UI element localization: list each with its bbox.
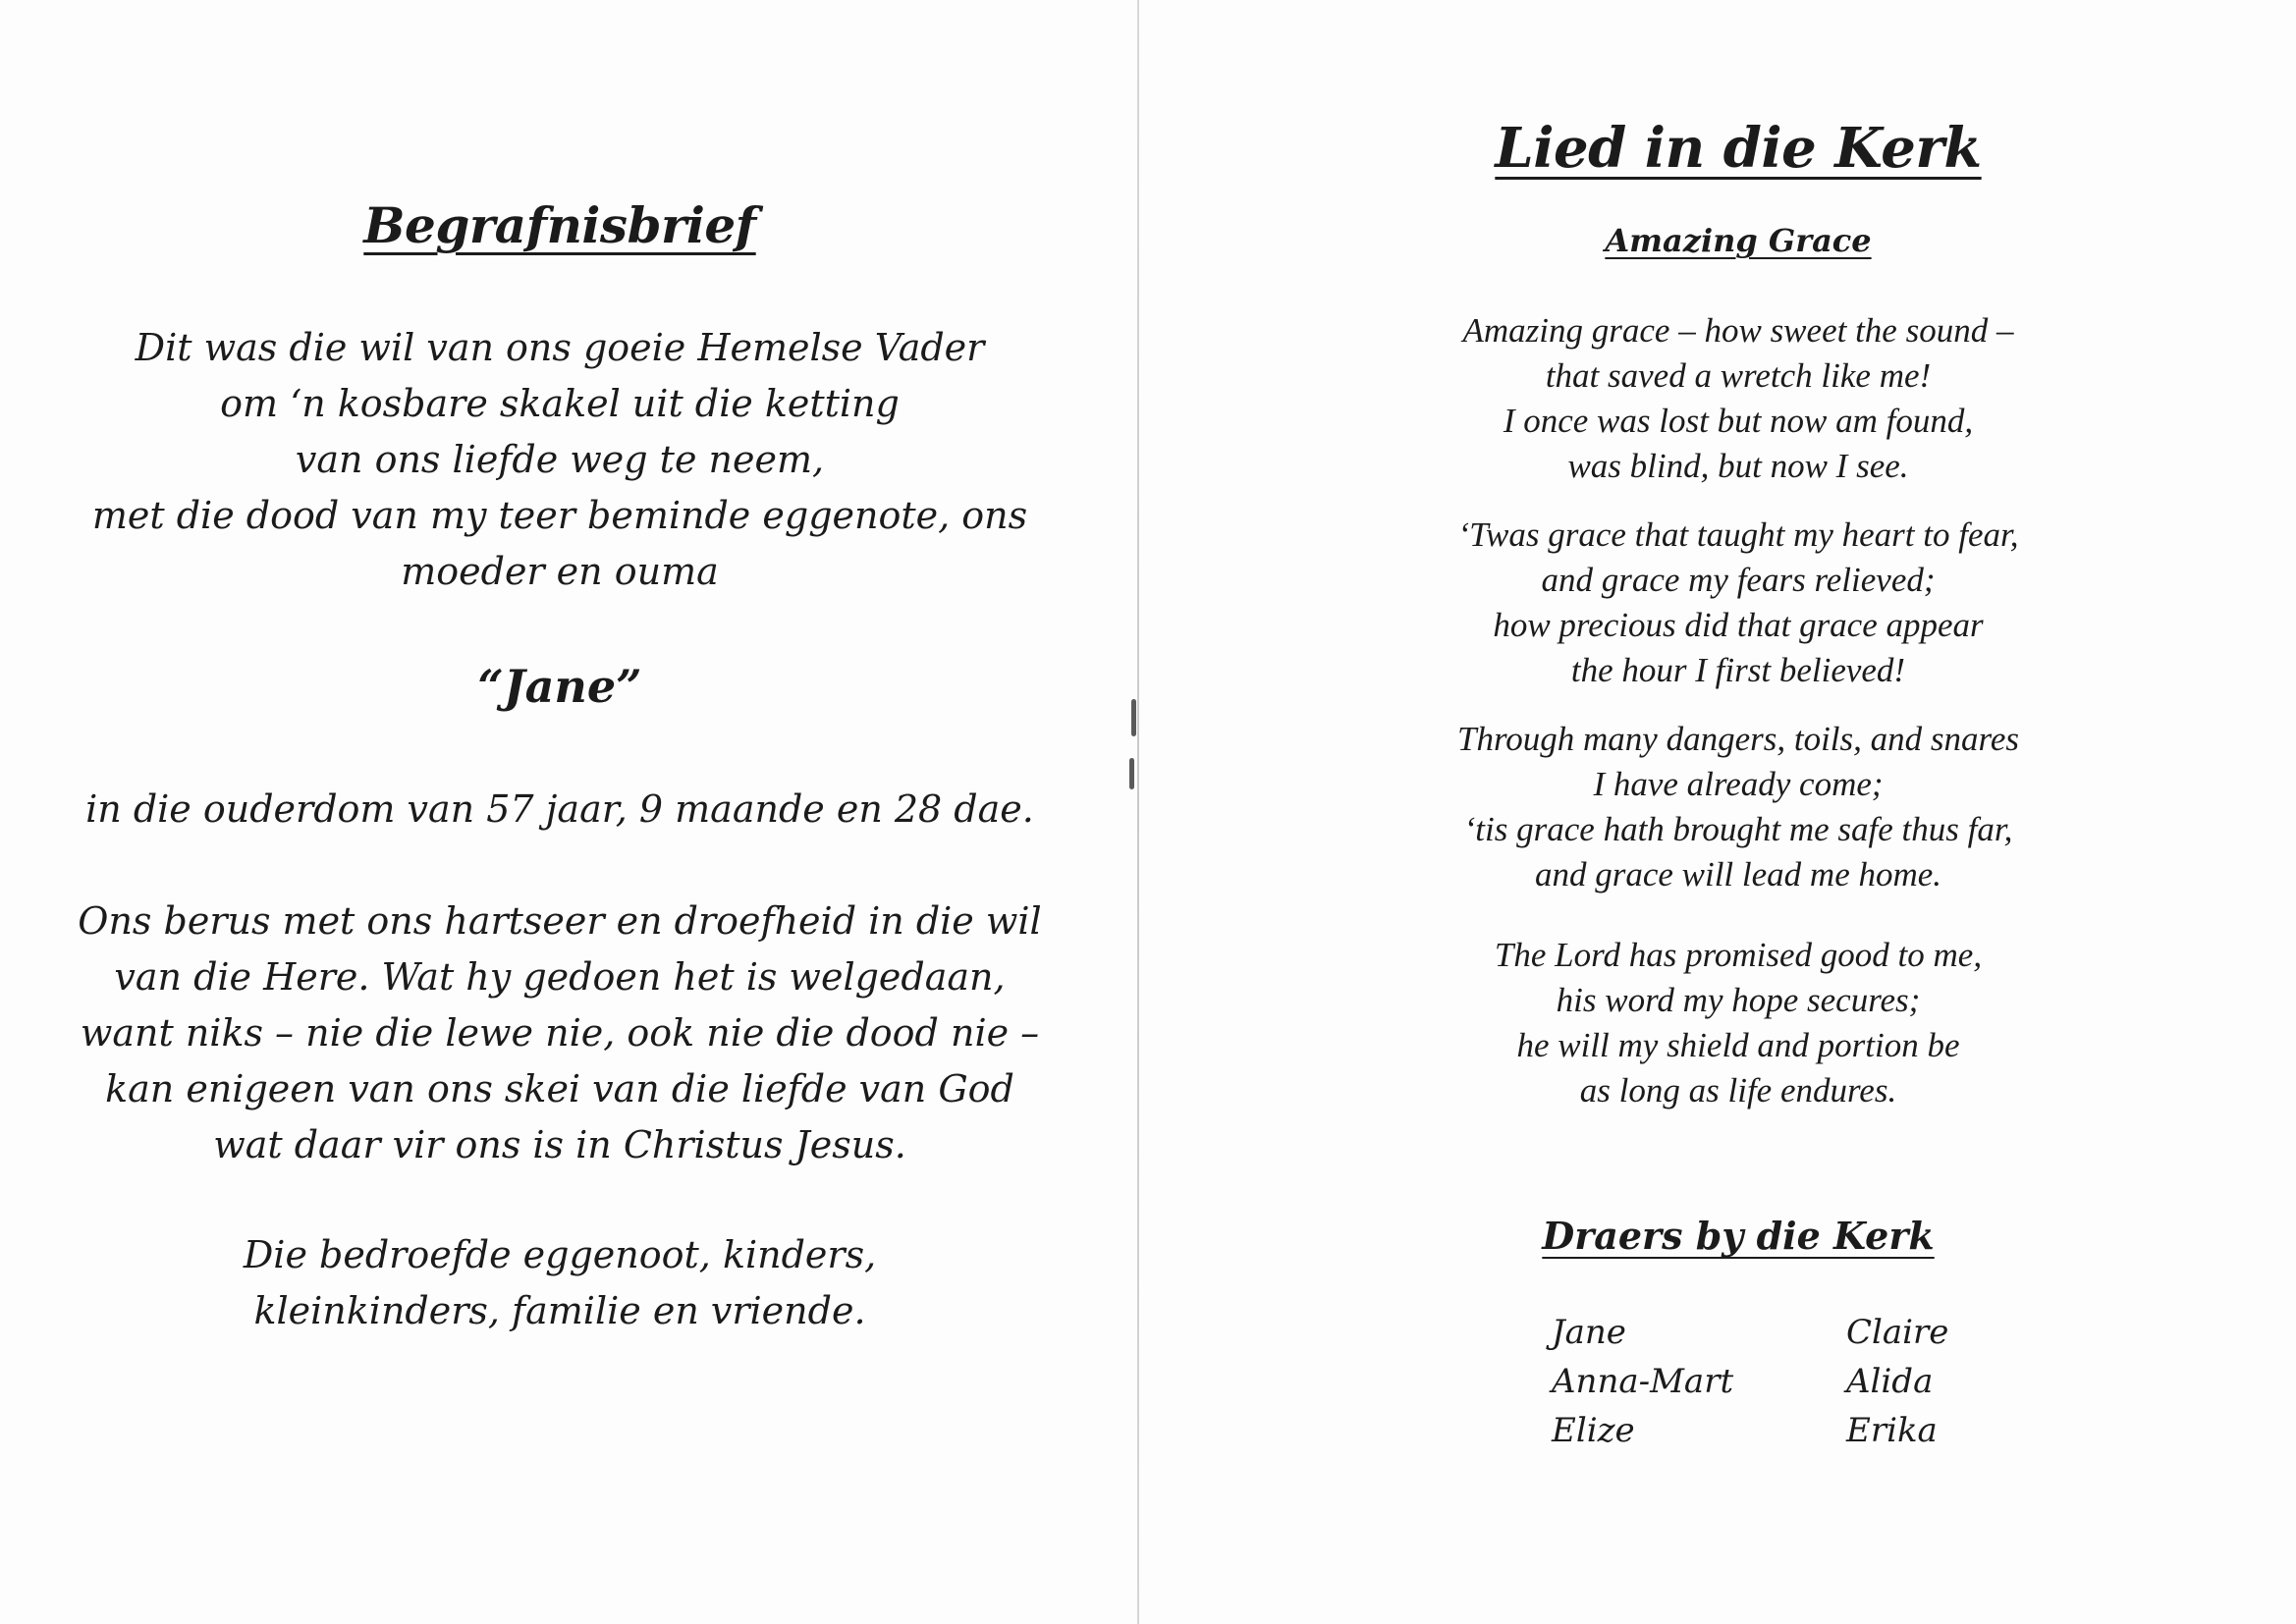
verse-line: ‘tis grace hath brought me safe thus far, bbox=[1463, 810, 2013, 848]
verse-line: I once was lost but now am found, bbox=[1503, 402, 1974, 440]
bearer-name: Anna-Mart bbox=[1552, 1362, 1734, 1401]
deceased-name: “Jane” bbox=[477, 660, 642, 713]
bearer-name: Erika bbox=[1846, 1411, 1938, 1450]
bearer-name: Claire bbox=[1846, 1313, 1949, 1352]
verse-line: Amazing grace – how sweet the sound – bbox=[1462, 311, 2014, 350]
family-line: Die bedroefde eggenoot, kinders, bbox=[243, 1233, 877, 1276]
verse-3 bbox=[1375, 717, 2102, 897]
verse-line: Through many dangers, toils, and snares bbox=[1456, 720, 2019, 758]
verse-line: and grace will lead me home. bbox=[1534, 855, 1942, 893]
verse-line: and grace my fears relieved; bbox=[1541, 561, 1936, 599]
age-line bbox=[59, 782, 1061, 838]
verse-4 bbox=[1375, 933, 2102, 1113]
faith-line: van die Here. Wat hy gedoen het is welgedaan, bbox=[114, 955, 1006, 999]
intro-line: om ‘n kosbare skakel uit die ketting bbox=[220, 382, 900, 425]
verse-line: he will my shield and portion be bbox=[1516, 1026, 1960, 1064]
page-title-begrafnisbrief: Begrafnisbrief bbox=[363, 196, 756, 254]
faith-paragraph bbox=[59, 893, 1061, 1173]
bearer-name: Elize bbox=[1552, 1411, 1635, 1450]
family-line: kleinkinders, familie en vriende. bbox=[253, 1289, 866, 1332]
bearer-name: Alida bbox=[1846, 1362, 1934, 1401]
center-fold bbox=[1137, 0, 1139, 1624]
intro-line: met die dood van my teer beminde eggenote, ons bbox=[91, 494, 1028, 537]
bearers-list bbox=[1552, 1310, 1984, 1453]
age-text: in die ouderdom van 57 jaar, 9 maande en 28 dae. bbox=[85, 787, 1034, 831]
song-title: Amazing Grace bbox=[1605, 222, 1872, 259]
verse-line: that saved a wretch like me! bbox=[1545, 356, 1932, 395]
verse-line: his word my hope secures; bbox=[1556, 981, 1921, 1019]
bearer-name: Jane bbox=[1552, 1313, 1626, 1352]
verse-line: The Lord has promised good to me, bbox=[1494, 936, 1983, 974]
right-page bbox=[1375, 0, 2102, 1624]
intro-paragraph bbox=[59, 320, 1061, 600]
intro-line: moeder en ouma bbox=[401, 550, 719, 593]
verse-2 bbox=[1375, 513, 2102, 693]
verse-line: ‘Twas grace that taught my heart to fear, bbox=[1457, 515, 2019, 554]
verse-1 bbox=[1375, 308, 2102, 489]
fold-mark-bottom bbox=[1129, 758, 1134, 789]
verse-line: as long as life endures. bbox=[1579, 1071, 1897, 1110]
left-page bbox=[59, 0, 1061, 1624]
verse-line: was blind, but now I see. bbox=[1567, 447, 1909, 485]
intro-line: van ons liefde weg te neem, bbox=[295, 438, 825, 481]
page-title-lied: Lied in die Kerk bbox=[1495, 116, 1982, 181]
verse-line: how precious did that grace appear bbox=[1493, 606, 1984, 644]
fold-mark-top bbox=[1131, 699, 1136, 736]
faith-line: kan enigeen van ons skei van die liefde van God bbox=[105, 1067, 1014, 1110]
family-signoff bbox=[59, 1227, 1061, 1339]
intro-line: Dit was die wil van ons goeie Hemelse Vader bbox=[135, 326, 985, 369]
verse-line: I have already come; bbox=[1593, 765, 1884, 803]
verse-line: the hour I first believed! bbox=[1570, 651, 1906, 689]
faith-line: want niks – nie die lewe nie, ook nie die dood nie – bbox=[80, 1011, 1040, 1055]
faith-line: Ons berus met ons hartseer en droefheid in die wil bbox=[78, 899, 1042, 943]
bearers-heading: Draers by die Kerk bbox=[1542, 1214, 1935, 1258]
faith-line: wat daar vir ons is in Christus Jesus. bbox=[213, 1123, 906, 1166]
